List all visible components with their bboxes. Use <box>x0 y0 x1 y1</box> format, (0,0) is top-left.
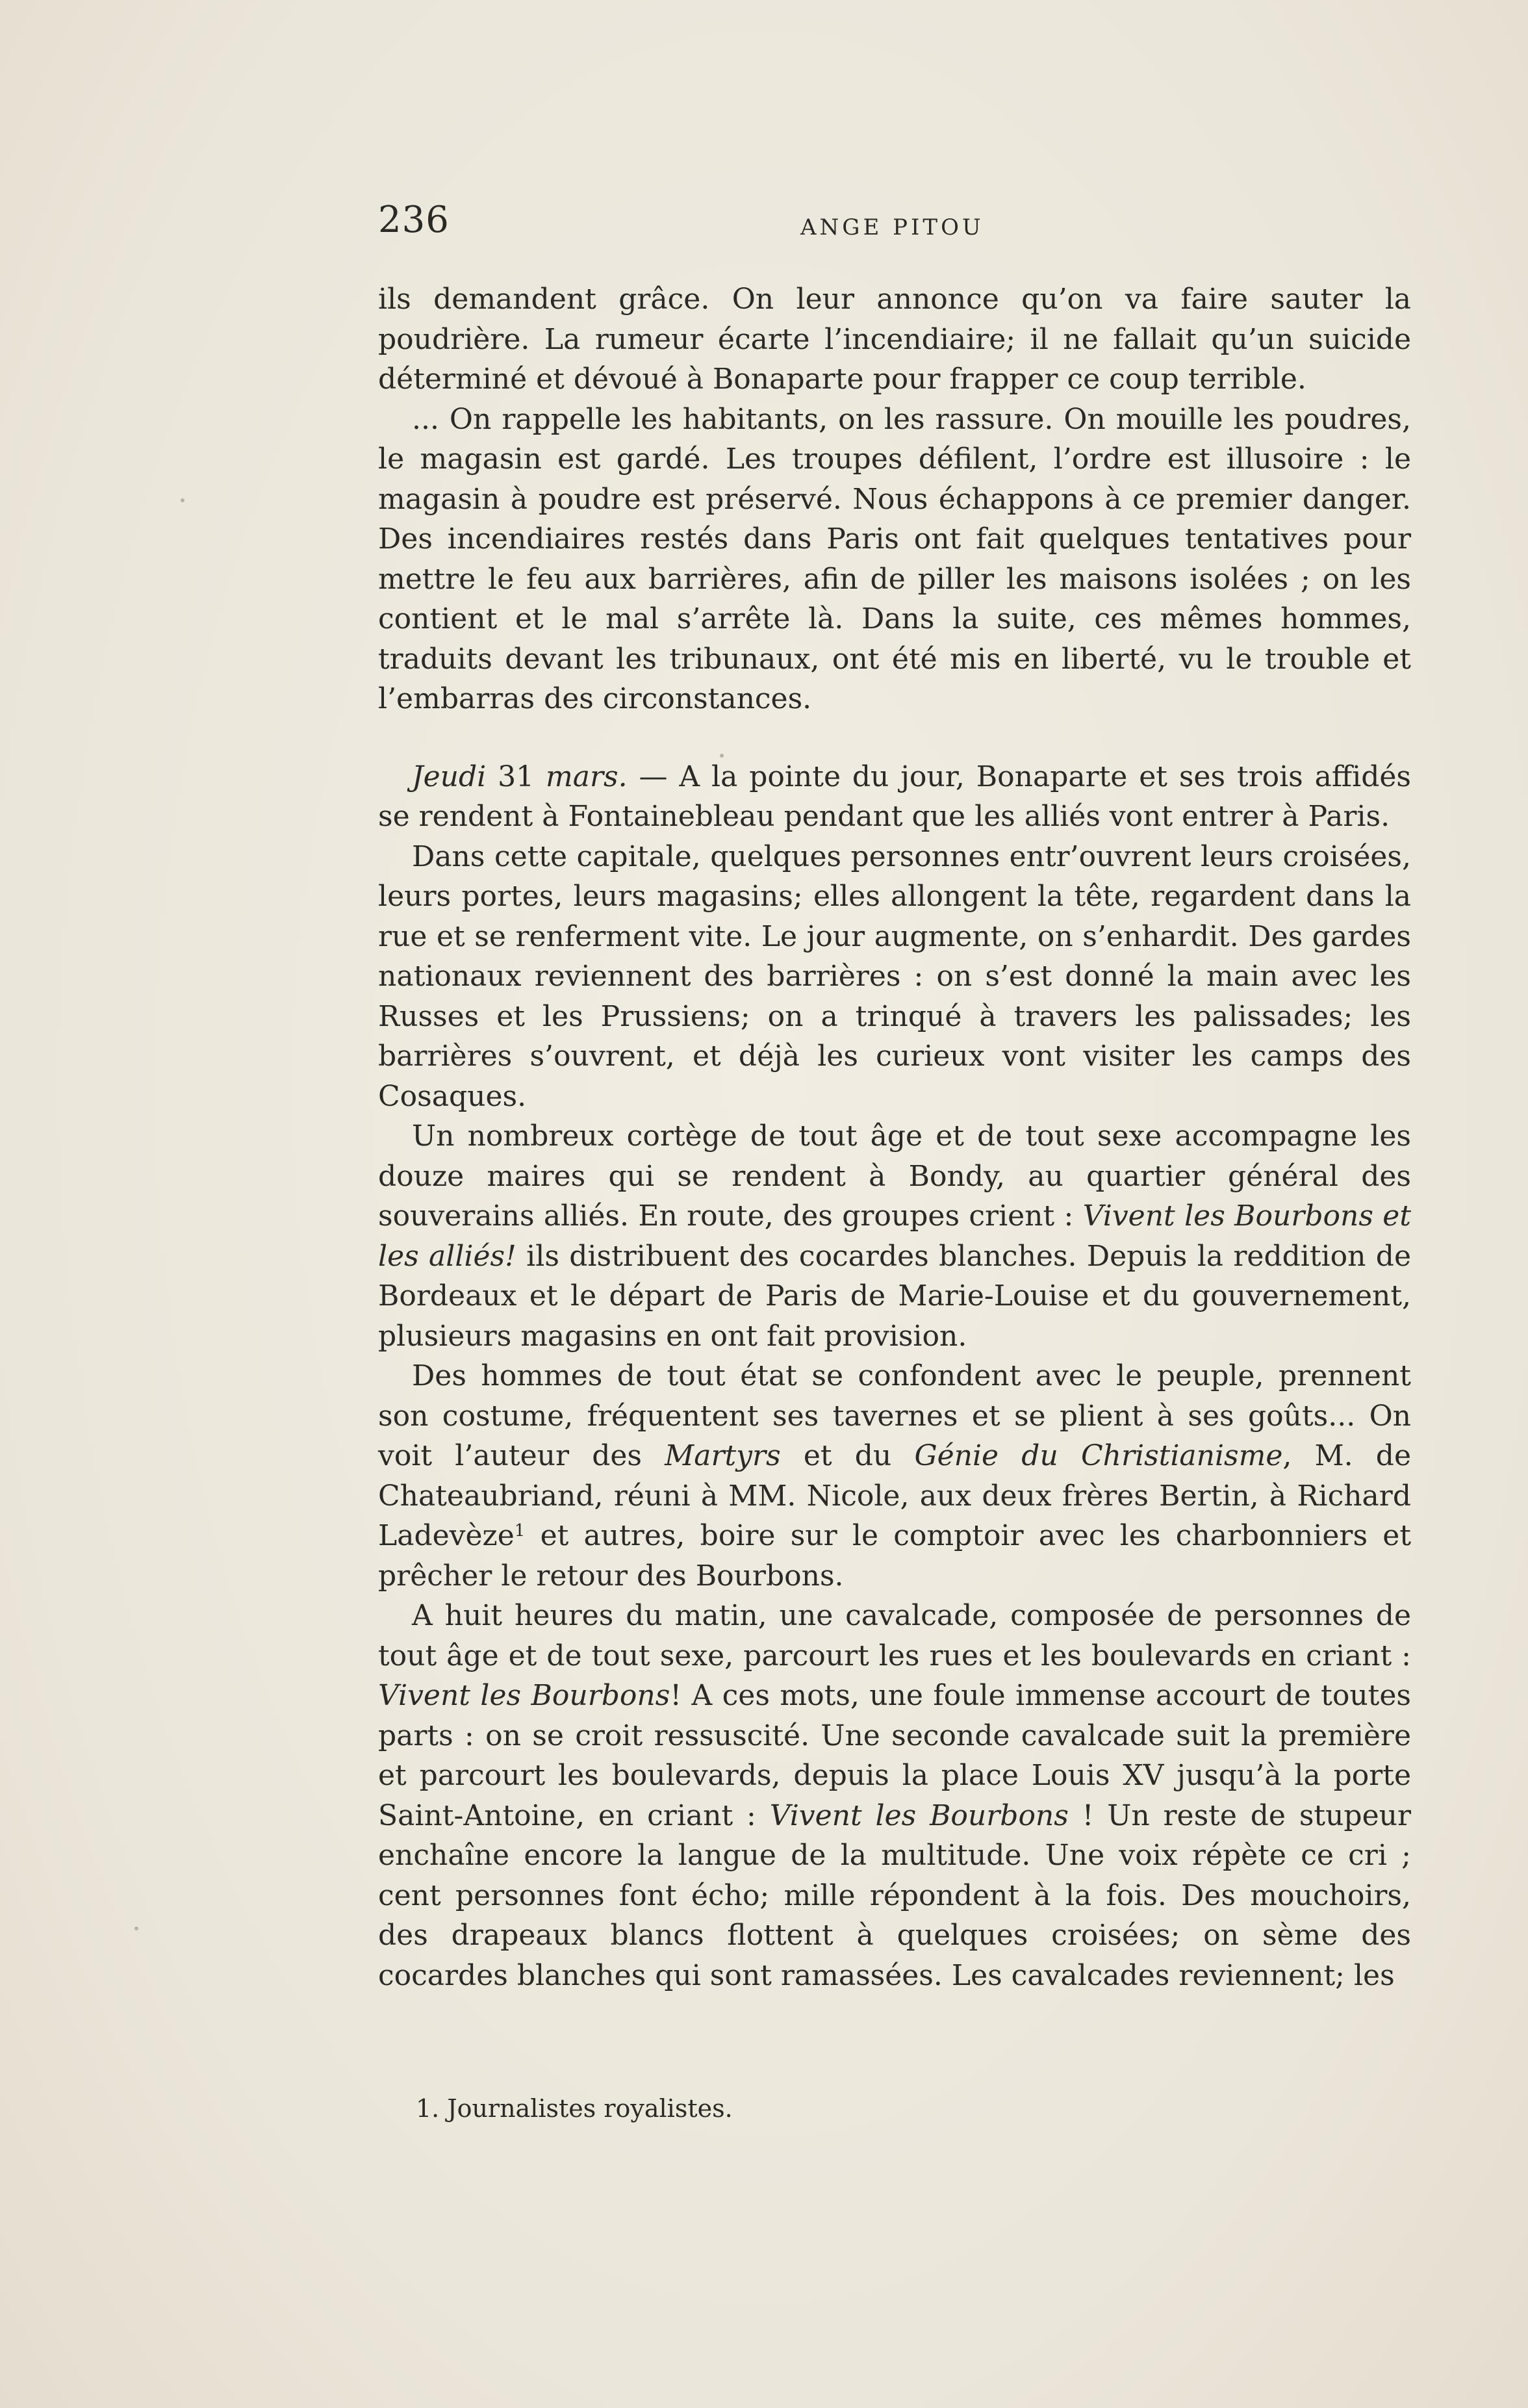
text-run: Un nombreux cortège de tout âge et de tout sexe accompagne les douze maires qui se rendent à Bondy, au quartier général des souverains alliés. En route, des groupes crient : <box>378 1120 1411 1233</box>
text-run: ... On rappelle les habitants, on les rassure. On mouille les poudres, le magasin est gardé. Les troupes défilent, l’ordre est illusoire : le magasin à poudre est préservé. Nous échappons à ce premier danger. Des incendiaires restés dans Paris ont fait quelques tentatives pour mettre le feu aux barrières, afin de piller les maisons isolées ; on les contient et le mal s’arrête là. Dans la suite, ces mêmes hommes, traduits devant les tribunaux, ont été mis en liberté, vu le trouble et l’embarras des circonstances. <box>378 402 1411 715</box>
footnote-reference: 1 <box>514 1521 526 1541</box>
footnote: 1. Journalistes royalistes. <box>416 2094 733 2123</box>
paper-speck <box>181 498 185 502</box>
text-run: — A la pointe du jour, Bonaparte et ses trois affidés se rendent à Fontainebleau pendant que les alliés vont entrer à Paris. <box>378 760 1411 833</box>
running-title: ANGE PITOU <box>800 214 984 240</box>
text-run: ! Un reste de stupeur enchaîne encore la langue de la multitude. Une voix répète ce cri ; cent personnes font écho; mille répondent à la fois. Des mouchoirs, des drapeaux blancs flottent à quelques croisées; on sème des cocardes blanches qui sont ramassées. Les cavalcades reviennent; les <box>378 1799 1411 1992</box>
italic-text: Vivent les Bourbons et les alliés! <box>378 1199 1411 1273</box>
paragraph <box>378 400 1411 719</box>
text-run: et du <box>780 1439 915 1472</box>
text-run: et autres, boire sur le comptoir avec les charbonniers et prêcher le retour des Bourbons. <box>378 1519 1411 1593</box>
text-run: Des hommes de tout état se confondent avec le peuple, prennent son costume, fréquentent ses tavernes et se plient à ses goûts... On voit l’auteur des <box>378 1359 1411 1472</box>
page-header <box>378 195 1408 247</box>
paragraph <box>378 757 1411 837</box>
text-run: A huit heures du matin, une cavalcade, composée de personnes de tout âge et de tout sexe, parcourt les rues et les boulevards en criant : <box>378 1599 1411 1672</box>
italic-text: Vivent les Bourbons <box>769 1799 1069 1832</box>
text-run: ils demandent grâce. On leur annonce qu’on va faire sauter la poudrière. La rumeur écarte l’incendiaire; il ne fallait qu’un suicide déterminé et dévoué à Bonaparte pour frapper ce coup terrible. <box>378 283 1411 396</box>
paper-speck <box>720 754 724 758</box>
text-run: Dans cette capitale, quelques personnes entr’ouvrent leurs croisées, leurs portes, leurs magasins; elles allongent la tête, regardent dans la rue et se renferment vite. Le jour augmente, on s’enhardit. Des gardes nationaux reviennent des barrières : on s’est donné la main avec les Russes et les Prussiens; on a trinqué à travers les palissades; les barrières s’ouvrent, et déjà les curieux vont visiter les camps des Cosaques. <box>378 839 1411 1113</box>
italic-text: Martyrs <box>665 1439 781 1472</box>
italic-text: mars. <box>546 760 628 793</box>
text-run: ! A ces mots, une foule immense accourt de toutes parts : on se croit ressuscité. Une seconde cavalcade suit la première et parcourt les boulevards, depuis la place Louis XV jusqu’à la porte Saint-Antoine, en criant : <box>378 1679 1411 1832</box>
paragraph <box>378 837 1411 1117</box>
paper-speck <box>134 1927 138 1930</box>
text-run: , M. de Chateaubriand, réuni à MM. Nicole, aux deux frères Bertin, à Richard Ladevèze <box>378 1439 1412 1552</box>
italic-text: Génie du Christianisme <box>914 1439 1283 1472</box>
text-run: ils distribuent des cocardes blanches. Depuis la reddition de Bordeaux et le départ de Paris de Marie-Louise et du gouvernement, plusieurs magasins en ont fait provision. <box>378 1239 1411 1353</box>
italic-text: Vivent les Bourbons <box>378 1679 670 1712</box>
paragraph <box>378 1596 1411 1995</box>
paragraph <box>378 279 1411 400</box>
page-number: 236 <box>378 199 450 241</box>
paragraph <box>378 1116 1411 1356</box>
text-run: 31 <box>486 760 546 793</box>
body-text <box>378 279 1411 1995</box>
paragraph <box>378 1356 1411 1596</box>
italic-text: Jeudi <box>412 760 487 793</box>
